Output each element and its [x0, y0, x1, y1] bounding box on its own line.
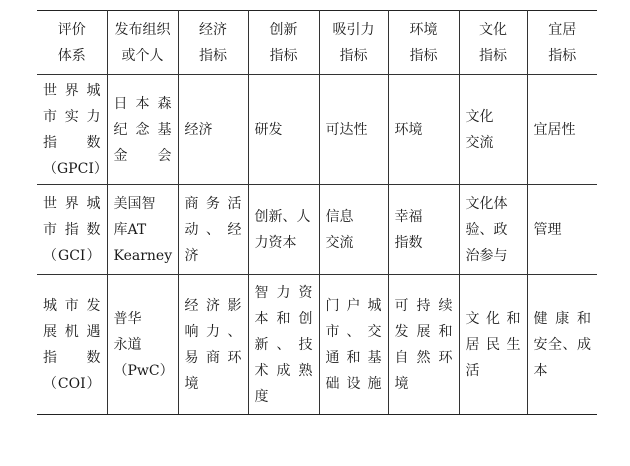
table-cell: 智力资 本和创 新、技 术成熟 度 [248, 275, 319, 415]
table-cell: 研发 [248, 75, 319, 185]
table-cell: 管理 [527, 185, 597, 275]
table-cell: 幸福 指数 [388, 185, 459, 275]
header-cell: 吸引力 指标 [319, 11, 388, 75]
table-row [37, 185, 597, 275]
table-cell: 可持续 发展和 自然环 境 [388, 275, 459, 415]
table-cell: 文化体 验、政 治参与 [459, 185, 527, 275]
evaluation-table-container [37, 10, 597, 415]
table-cell: 普华 永道 （PwC） [107, 275, 178, 415]
table-cell: 可达性 [319, 75, 388, 185]
table-cell: 商务活 动、经 济 [178, 185, 248, 275]
table-row [37, 75, 597, 185]
table-cell: 世界城 市指数 （GCI） [37, 185, 107, 275]
table-row [37, 275, 597, 415]
table-cell: 创新、人 力资本 [248, 185, 319, 275]
header-cell: 发布组织 或个人 [107, 11, 178, 75]
table-cell: 环境 [388, 75, 459, 185]
table-cell: 城市发 展机遇 指数 （COI） [37, 275, 107, 415]
header-cell: 宜居 指标 [527, 11, 597, 75]
header-cell: 创新 指标 [248, 11, 319, 75]
table-cell: 门户城 市、交 通和基 础设施 [319, 275, 388, 415]
table-cell: 健康和 安全、成 本 [527, 275, 597, 415]
table-cell: 经济 [178, 75, 248, 185]
header-cell: 文化 指标 [459, 11, 527, 75]
table-cell: 文化 交流 [459, 75, 527, 185]
table-cell: 经济影 响力、 易商环 境 [178, 275, 248, 415]
evaluation-index-table [37, 10, 597, 415]
header-row [37, 11, 597, 75]
table-cell: 美国智 库AT Kearney [107, 185, 178, 275]
table-cell: 日本森 纪念基 金会 [107, 75, 178, 185]
header-cell: 评价 体系 [37, 11, 107, 75]
table-cell: 世界城 市实力 指数 （GPCI） [37, 75, 107, 185]
header-cell: 经济 指标 [178, 11, 248, 75]
header-cell: 环境 指标 [388, 11, 459, 75]
table-cell: 宜居性 [527, 75, 597, 185]
table-cell: 文化和 居民生 活 [459, 275, 527, 415]
table-cell: 信息 交流 [319, 185, 388, 275]
